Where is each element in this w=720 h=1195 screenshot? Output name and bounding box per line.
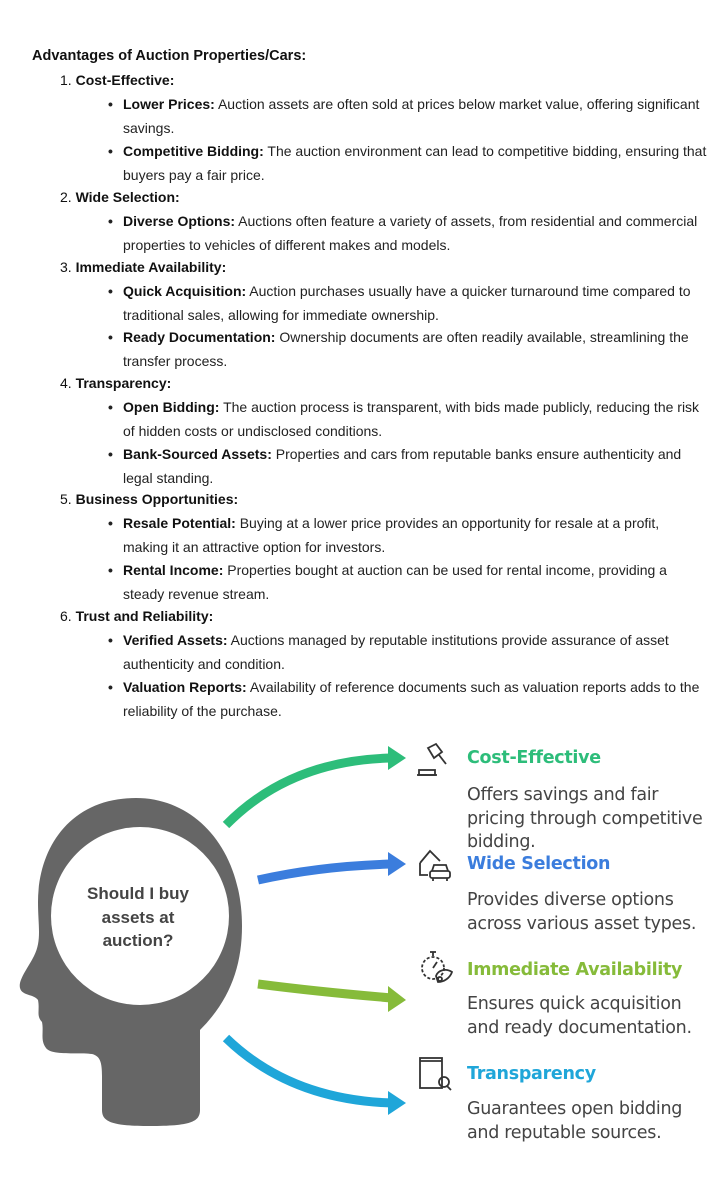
bullet-term: Ready Documentation: [123,329,276,345]
arrow-cost-effective [226,758,392,825]
section-transparency [60,375,171,391]
question-text: Should I buy assets at auction? [87,884,189,950]
bullet-dot: • [108,143,113,159]
section-label: Transparency: [75,375,172,391]
arrow-wide-selection [258,864,392,880]
bullet-item [108,280,708,327]
section-number: 6. [60,608,72,624]
bullet-item [108,93,708,140]
bullet-item [108,396,708,443]
bullet-term: Verified Assets: [123,632,228,648]
arrow-head-immediate-availability [388,986,406,1012]
bullet-text: Availability of reference documents such as valuation reports adds to the reliability of the purchase. [123,679,700,719]
item-title-transparency: Transparency [467,1064,596,1084]
bullet-term: Diverse Options: [123,213,236,229]
arrow-immediate-availability [258,984,392,998]
bullet-dot: • [108,632,113,648]
bullet-item [108,326,708,373]
bullet-term: Competitive Bidding: [123,143,264,159]
gavel-icon [416,742,456,778]
item-title-cost-effective: Cost-Effective [467,748,601,768]
bullet-text: Properties bought at auction can be used for rental income, providing a steady revenue stream. [123,562,667,602]
item-desc-immediate-availability: Ensures quick acquisition and ready documentation. [467,994,692,1038]
item-title-immediate-availability: Immediate Availability [467,960,683,980]
bullet-item [108,676,708,723]
bullet-item [108,559,708,606]
section-number: 2. [60,189,72,205]
bullet-item [108,629,708,676]
bullet-dot: • [108,213,113,229]
section-number: 4. [60,375,72,391]
section-number: 1. [60,72,72,88]
bullet-dot: • [108,96,113,112]
bullet-dot: • [108,329,113,345]
bullet-dot: • [108,399,113,415]
bullet-term: Valuation Reports: [123,679,247,695]
bullet-text: Auction purchases usually have a quicker turnaround time compared to traditional sales, allowing for immediate ownership. [123,283,691,323]
section-label: Cost-Effective: [75,72,175,88]
arrow-head-wide-selection [388,852,406,876]
section-immediate-availability [60,259,226,275]
section-number: 5. [60,491,72,507]
section-wide-selection [60,189,180,205]
bullet-dot: • [108,562,113,578]
document-search-icon [416,1055,456,1091]
item-desc-transparency: Guarantees open bidding and reputable sources. [467,1099,683,1143]
bullet-text: The auction process is transparent, with bids made publicly, reducing the risk of hidden costs or undisclosed conditions. [123,399,700,439]
item-desc-cost-effective: Offers savings and fair pricing through competitive bidding. [467,785,703,852]
bullet-text: The auction environment can lead to competitive bidding, ensuring that buyers pay a fair price. [123,143,707,183]
arrow-head-transparency [388,1091,406,1115]
bullet-term: Bank-Sourced Assets: [123,446,272,462]
item-title-wide-selection: Wide Selection [467,854,611,874]
arrow-head-cost-effective [388,746,406,770]
section-number: 3. [60,259,72,275]
bullet-item [108,443,708,490]
bullet-term: Resale Potential: [123,515,236,531]
bullet-item [108,512,708,559]
stopwatch-icon [416,950,456,986]
bullet-text: Buying at a lower price provides an opportunity for resale at a profit, making it an attractive option for investors. [123,515,660,555]
bullet-item [108,140,708,187]
item-desc-wide-selection: Provides diverse options across various asset types. [467,890,697,934]
section-label: Business Opportunities: [75,491,239,507]
infographic [0,730,720,1195]
section-label: Immediate Availability: [75,259,227,275]
bullet-dot: • [108,679,113,695]
bullet-item [108,210,708,257]
bullet-dot: • [108,515,113,531]
bullet-term: Quick Acquisition: [123,283,247,299]
bullet-term: Open Bidding: [123,399,220,415]
bullet-dot: • [108,446,113,462]
section-cost-effective [60,72,174,88]
section-trust-reliability [60,608,213,624]
bullet-text: Auction assets are often sold at prices below market value, offering significant savings. [123,96,700,136]
house-car-icon [416,847,456,883]
bullet-text: Ownership documents are often readily available, streamlining the transfer process. [123,329,689,369]
section-label: Wide Selection: [75,189,180,205]
document-title: Advantages of Auction Properties/Cars: [32,48,307,64]
bullet-term: Lower Prices: [123,96,215,112]
bullet-text: Properties and cars from reputable banks ensure authenticity and legal standing. [123,446,682,486]
bullet-dot: • [108,283,113,299]
section-label: Trust and Reliability: [75,608,214,624]
arrow-transparency [226,1038,392,1103]
bullet-text: Auctions managed by reputable institutions provide assurance of asset authenticity and condition. [123,632,669,672]
bullet-text: Auctions often feature a variety of assets, from residential and commercial properties to vehicles of different makes and models. [123,213,698,253]
section-business-opportunities [60,491,238,507]
bullet-term: Rental Income: [123,562,224,578]
